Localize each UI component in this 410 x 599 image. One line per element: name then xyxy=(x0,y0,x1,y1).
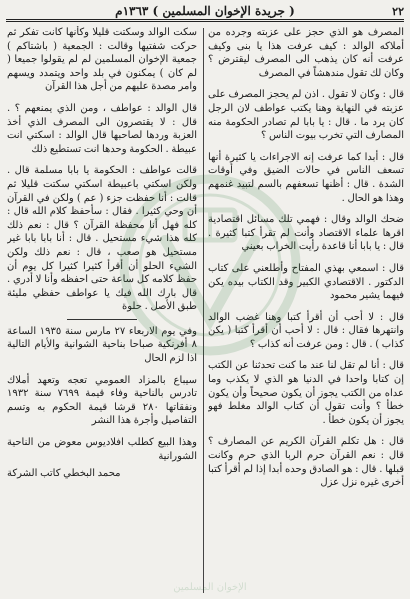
paragraph-gap xyxy=(7,157,197,164)
paragraph-gap xyxy=(7,429,197,436)
column-divider xyxy=(203,28,204,593)
page-header xyxy=(6,2,404,24)
notice-signature: محمد البخطي كاتب الشركة xyxy=(7,468,121,480)
dialogue-paragraph: ضحك الوالد وقال : فهمي تلك مسائل اقتصادية اقرها علماء الاقتصاد وأنت لم تقرأ كتبا كثيرة . قال : يا بابا أنا قاعدة رأيت الخراب بعيني xyxy=(208,214,404,253)
notice-paragraph: وفي يوم الاربعاء ٢٧ مارس سنة ١٩٣٥ الساعة ٨ أفرنكية صباحا بناحية الشوانية والأيام التالية اذا لزم الحال xyxy=(7,325,197,365)
paragraph-gap xyxy=(7,95,197,102)
newspaper-title: ( جريدة الإخوان المسلمين ) ١٣٦٣م xyxy=(115,4,295,18)
paragraph-gap xyxy=(208,144,404,151)
dialogue-paragraph: قال : وكان لا تقول . اذن لم يحجز المصرف على عزبته في النهاية وهنا يكتب عواطف لان الرجل كان يرد ما . قال : يا بابا لم تصادر الحكومة منه المصارف التي تخرب بيوت الناس ؟ xyxy=(208,89,404,142)
watermark-text: الإخوان المسلمين xyxy=(173,582,247,593)
paragraph-gap xyxy=(208,304,404,311)
dialogue-paragraph: قال : أنا لم تقل لنا عند ما كنت تحدثنا عن الكتب إن كتابا واحدا في الدنيا هو الذي لا يكذب وما عداه من الكتب يجوز أن يكون صحيحاً وأن يكون خطأ ؟ وأنت تقول أن كتاب الوالد مغلط فهو يجوز أن يكون خطأ . xyxy=(208,360,404,426)
dialogue-paragraph: قال : لا أحب أن أقرأ كتبا وهنا غضب الوالد وانتهرها فقال : قال : لا أحب أن أقرأ كتبا ( يكن كذاب ) . قال : ومن عرفت أنه كذاب ؟ xyxy=(208,311,404,350)
dialogue-paragraph: قال : هل تكلم القرآن الكريم عن المصارف ؟ قال : نعم القرآن حرم الربا الذي حرم وكانت قبلها . قال : هو الصادق وحده أبدا إذا لم أقرأ كتبا أخرى غيره نزل عزل xyxy=(208,436,404,489)
dialogue-paragraph: قال : اسمعي بهذي المفتاح وأطلعني على كتاب الدكتور . الاقتصادي الكبير وقد الكتاب بيده يكن فيهما يشير محمود xyxy=(208,262,404,302)
dialogue-paragraph: قال الوالد : عواطف ، ومن الذي يمنعهم ؟ . قال : لا يقتصرون الى المصرف الذي أخذ العزبة وردها لصاحبها قال الوالد : اسكتي انت عبيطة . الحكومة وحدها انت تستطيع ذلك xyxy=(7,102,197,155)
right-column xyxy=(208,26,404,595)
paragraph-gap xyxy=(208,352,404,359)
paragraph-gap xyxy=(7,367,197,374)
paragraph-gap xyxy=(208,81,404,88)
left-column xyxy=(7,26,197,595)
notice-paragraph: وهذا البيع كطلب افلاديوس معوض من الناحية الشورانية xyxy=(7,437,197,462)
paragraph-gap xyxy=(208,206,404,213)
dialogue-paragraph: قالت عواطف : الحكومة يا بابا مسلمة قال . ولكن اسكتي باعبيطة اسكتي سكتت قليلا ثم قالت : أنا حفظت جزء ( عم ) ولكن في القرآن أن وحي كثيرا . فقال : سأحفظ كلام الله قال : كله فهل أنا محفظة القرآن ؟ قال : نعم ذلك كله هذا شيء مستحيل . قال : أنا بابا بابا غير مستحيل هو صعب ، قال : نعم ذلك ولكن الشيء الحلو أن أقرأ كثيرا كثيرا كل يوم أن حفظ كلامه كل ساعة حتى احفظه وأنا لا أدري . قال بارك الله فيك يا عواطف حفظي مليئة طبق الأصل . حلوة xyxy=(7,165,197,313)
page-number: ٢٢ xyxy=(392,5,404,18)
dialogue-paragraph: قال : أبدا كما عرفت إنه الاجراءات يا كثيرة أنها تسعف الناس في حالات الضيق وفي أوقات الشدة . قال : أظنها تسعفهم بالسم لتبيد غنمهم وهذا هو الحال . xyxy=(208,151,404,204)
notice-paragraph: سيباع بالمزاد العمومي تعجه وتعهد أملاك تادرس بالناحية وفاء قيمة ٧٦٩٩ سنة ١٩٣٢ ونفقاتها ٢٨٠ قرشا قيمة الحكوم به وتسم التفاصيل وأجرة هذا النشر xyxy=(7,374,197,427)
header-rule xyxy=(6,19,404,22)
section-separator xyxy=(67,319,137,320)
paragraph-gap xyxy=(208,428,404,435)
dialogue-paragraph: المصرف هو الذي حجز على عزبته وجرده من أملاكه الوالد : كيف عرفت هذا يا بنى وكيف عرفت أنه كان يذهب الى المصرف ليقترض ؟ وكان لك تقول مندهشاً في المصرف xyxy=(208,27,404,79)
dialogue-paragraph: سكت الوالد وسكتت قليلا وكأنها كانت تفكر ثم حركت شفتيها وقالت : الجمعية ( باشتاكم ) جمعية الإخوان المسلمين لم لم يقولوا جميعا ( لم كان ) يمكنون في بلد واحد ويتمدد ويسهم وامر مصدة عليهم من أجل هذا القرآن xyxy=(7,27,197,93)
paragraph-gap xyxy=(208,255,404,262)
